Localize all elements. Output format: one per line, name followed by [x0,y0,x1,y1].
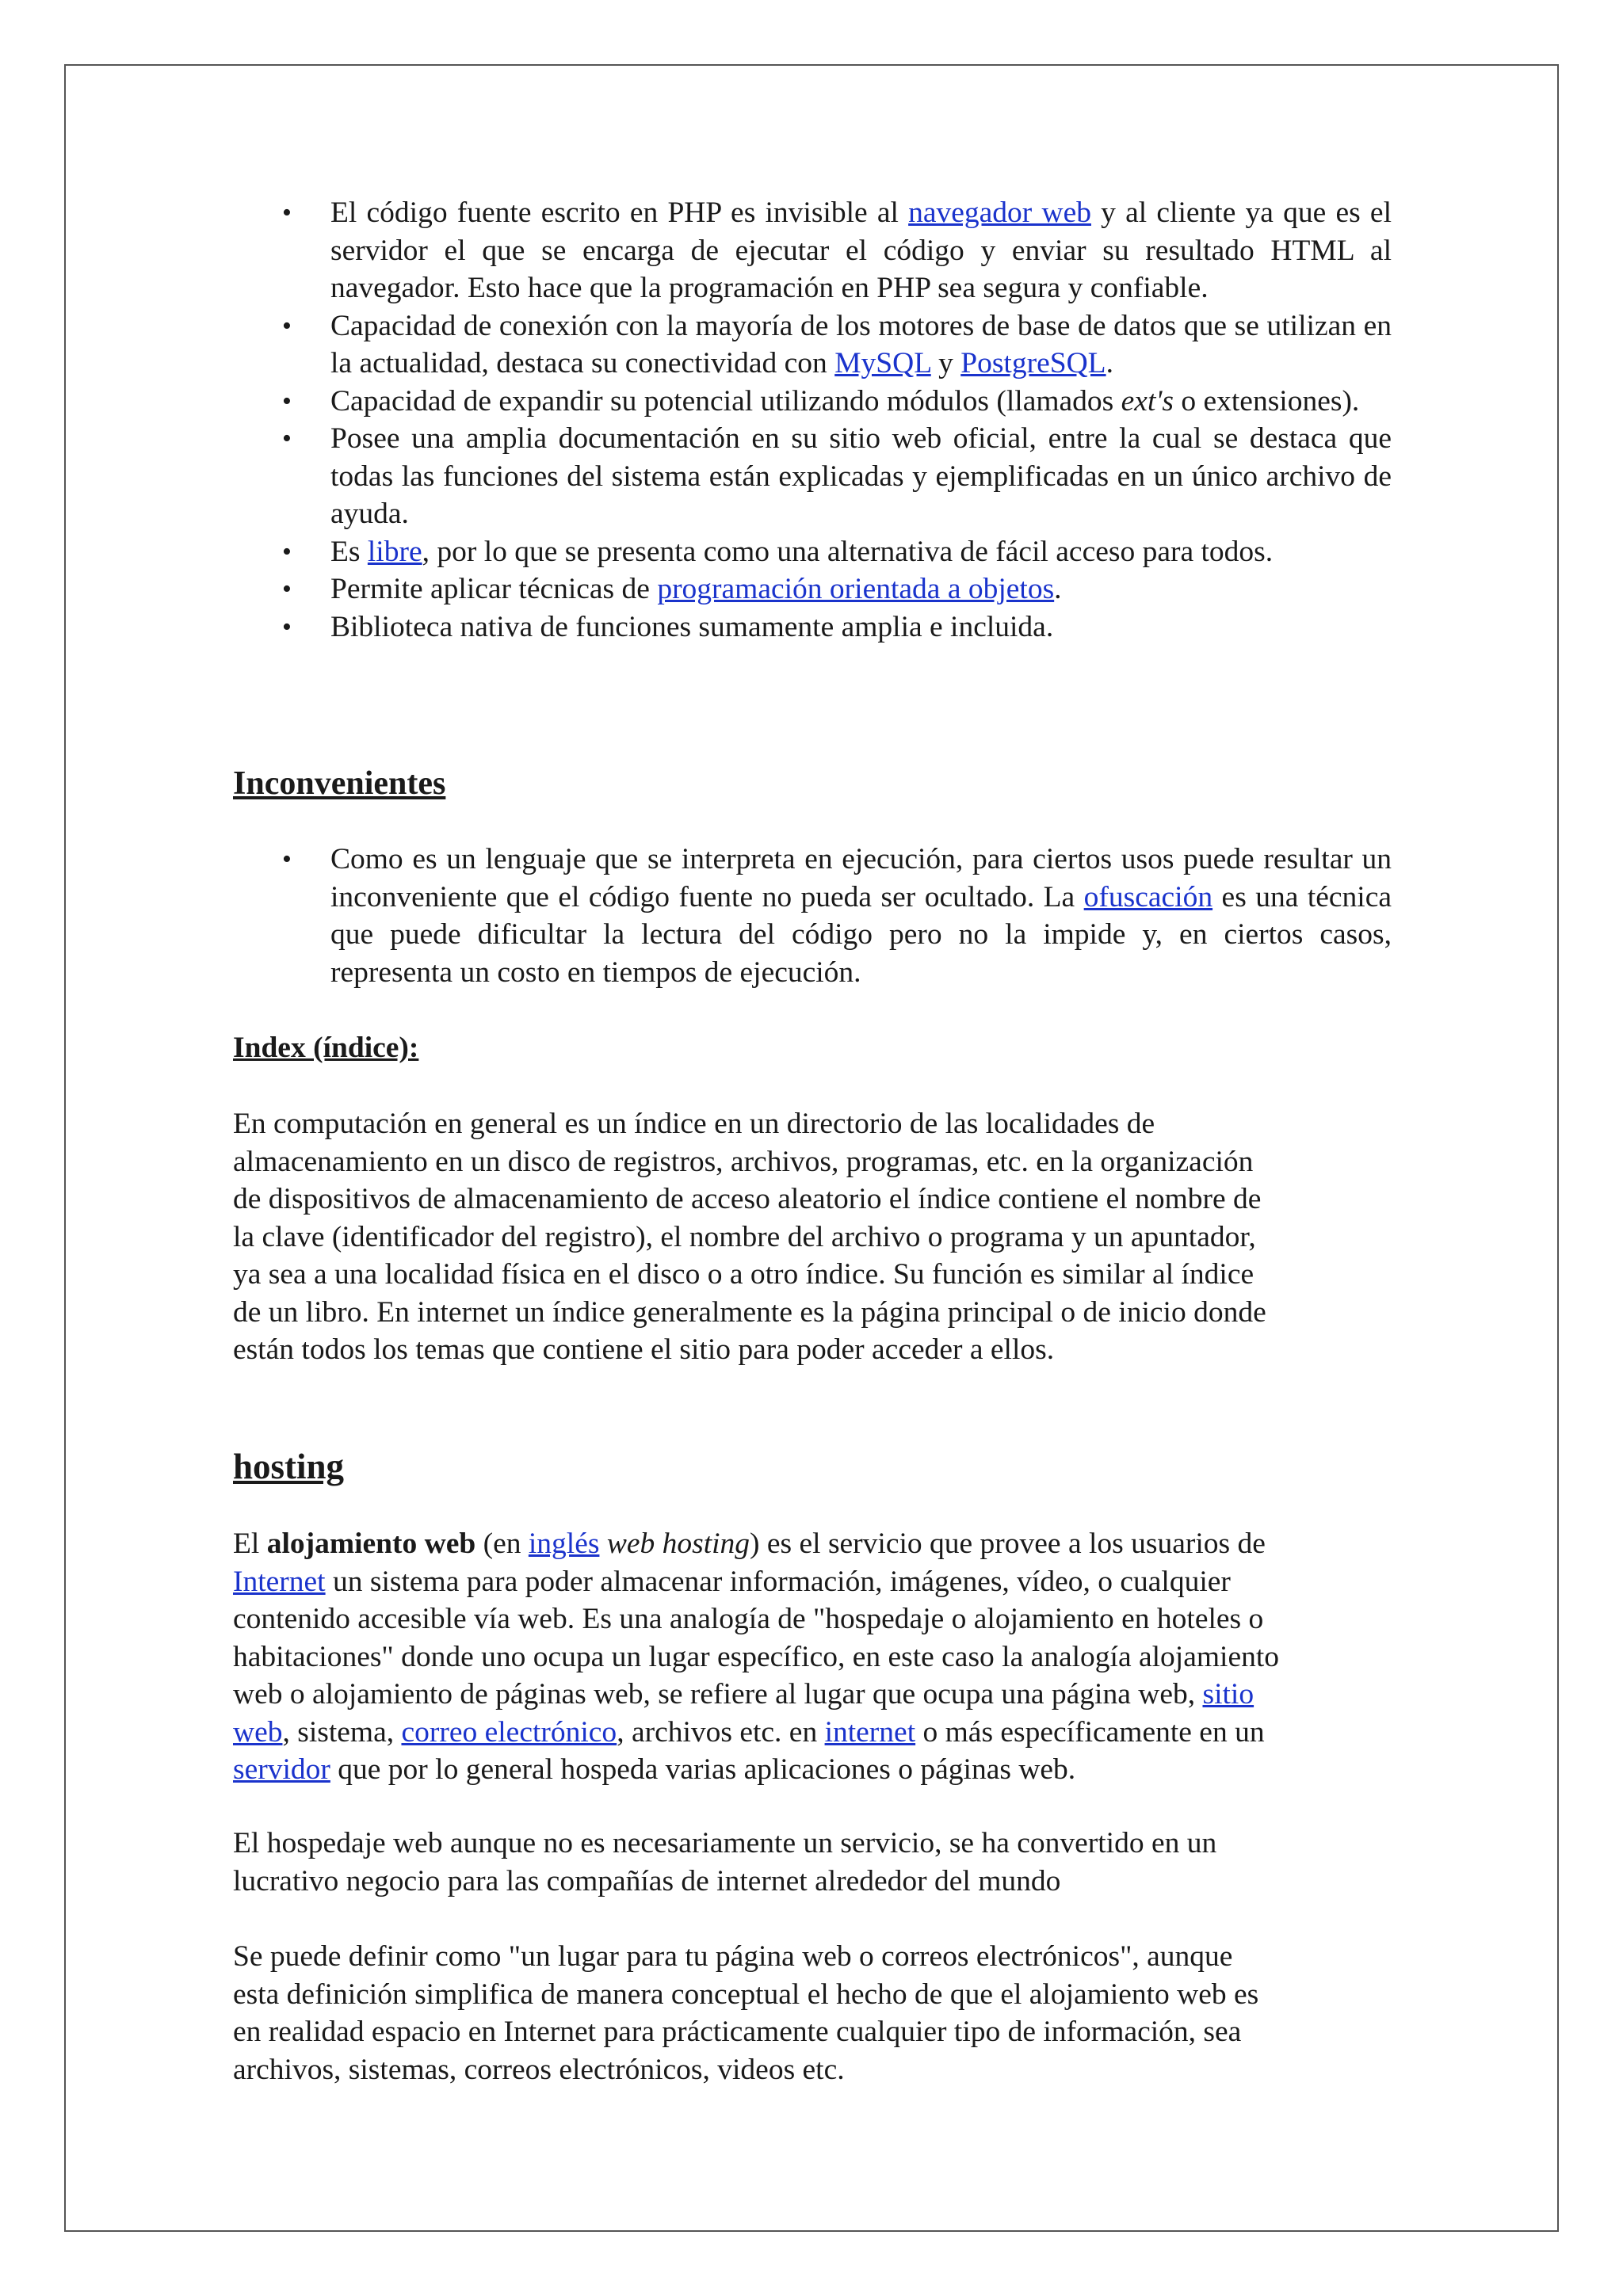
list-item [233,307,1392,383]
text-line [233,1527,1266,1560]
text-line: archivos, sistemas, correos electrónicos, videos etc. [233,2053,845,2086]
text-run: , archivos etc. en [617,1715,825,1749]
text-run: o extensiones). [1173,384,1360,418]
hosting-paragraph-3 [233,1938,1392,2088]
inline-link[interactable]: libre [367,535,422,568]
text-run: web o alojamiento de páginas web, se refiere al lugar que ocupa una página web, [233,1678,1203,1711]
text-run: Capacidad de expandir su potencial utilizando módulos (llamados [330,384,1121,418]
text-run: es una técnica que puede dificultar la lectura del código pero no la impide y, en ciertos casos, representa un costo en tiempos de ejecución. [330,880,1392,989]
features-list [233,194,1392,646]
text-line: El hospedaje web aunque no es necesariamente un servicio, se ha convertido en un [233,1827,1217,1859]
text-line: ya sea a una localidad física en el disco o a otro índice. Su función es similar al índice [233,1258,1254,1291]
hosting-body-2 [233,1825,1392,1900]
bullet-icon: • [282,574,292,604]
index-heading: Index (índice): [233,1032,419,1064]
inconvenientes-list [233,841,1392,991]
text-line: están todos los temas que contiene el sitio para poder acceder a ellos. [233,1333,1055,1366]
inline-link[interactable]: internet [824,1715,916,1749]
inline-link[interactable]: Internet [233,1565,326,1598]
text-line [233,1678,1254,1711]
bullet-icon: • [282,198,292,227]
hosting-body [233,1525,1392,1789]
list-item [233,841,1392,991]
text-line: Se puede definir como "un lugar para tu página web o correos electrónicos", aunque [233,1940,1233,1973]
inline-link[interactable]: sitio [1202,1678,1254,1711]
text-run [599,1527,606,1560]
list-item [233,533,1392,571]
text-run: Permite aplicar técnicas de [330,573,658,605]
inline-link[interactable]: web [233,1715,283,1749]
hosting-heading: hosting [233,1447,345,1486]
text-line [233,1603,1263,1635]
index-section [233,1029,1392,1067]
inline-link[interactable]: servidor [233,1753,330,1786]
inline-link[interactable]: ofuscación [1083,880,1213,913]
list-item [233,570,1392,608]
text-line [233,1716,1265,1749]
hosting-paragraph-1 [233,1525,1392,1789]
index-body [233,1105,1392,1369]
text-run: un sistema para poder almacenar información, imágenes, vídeo, o cualquier [325,1565,1231,1598]
inline-link[interactable]: PostgreSQL [960,347,1106,379]
text-run: y [930,347,961,379]
hosting-section [233,1446,1392,1487]
text-line: de un libro. En internet un índice generalmente es la página principal o de inicio donde [233,1295,1266,1329]
text-run: habitaciones" donde uno ocupa un lugar específico, en este caso la analogía alojamiento [233,1640,1280,1673]
text-run: que por lo general hospeda varias aplicaciones o páginas web. [330,1753,1076,1786]
bullet-icon: • [282,845,292,874]
text-run: ) es el servicio que provee a los usuarios de [750,1527,1266,1560]
text-run: contenido accesible vía web. Es una analogía de "hospedaje o alojamiento en hoteles o [233,1603,1264,1635]
text-run: Posee una amplia documentación en su sitio web oficial, entre la cual se destaca que todas las funciones del sistema están explicadas y ejemplificadas en un único archivo de ayuda. [330,422,1392,530]
hosting-paragraph-2 [233,1825,1392,1900]
text-line [233,1641,1279,1673]
text-run: Biblioteca nativa de funciones sumamente amplia e incluida. [330,610,1054,643]
text-run: (en [475,1527,529,1560]
bullet-icon: • [282,386,292,416]
inline-link[interactable]: inglés [528,1527,600,1560]
bold-text: alojamiento web [266,1527,476,1560]
inline-link[interactable]: programación orientada a objetos [657,573,1055,605]
text-line: En computación en general es un índice en un directorio de las localidades de [233,1108,1155,1140]
bullet-icon: • [282,536,292,566]
inconvenientes-list-wrap [233,841,1392,991]
hosting-body-3 [233,1938,1392,2088]
inline-link[interactable]: MySQL [834,347,931,379]
text-line: en realidad espacio en Internet para prácticamente cualquier tipo de información, sea [233,2016,1242,2048]
inline-link[interactable]: navegador web [908,196,1091,229]
text-line: almacenamiento en un disco de registros, archivos, programas, etc. en la organización [233,1145,1254,1178]
text-run: o más específicamente en un [915,1715,1265,1749]
text-run: Capacidad de conexión con la mayoría de los motores de base de datos que se utilizan en la actualidad, destaca su conectividad con [330,309,1392,379]
index-paragraph [233,1105,1392,1369]
text-run: Como es un lenguaje que se interpreta en ejecución, para ciertos usos puede resultar un inconveniente que el código fuente no pueda ser ocultado. La [330,843,1392,913]
features-section [233,194,1392,646]
text-run: . [1054,573,1062,605]
italic-text: ext's [1121,384,1174,418]
text-run: El [233,1527,267,1560]
bullet-icon: • [282,424,292,453]
list-item [233,420,1392,533]
italic-text: web hosting [606,1527,750,1560]
text-line: esta definición simplifica de manera conceptual el hecho de que el alojamiento web es [233,1978,1259,2011]
text-line: la clave (identificador del registro), el nombre del archivo o programa y un apuntador, [233,1220,1256,1253]
inconvenientes-section [233,763,1392,804]
text-run: , sistema, [282,1715,402,1749]
text-run: El código fuente escrito en PHP es invisible al [330,196,909,229]
list-item [233,194,1392,307]
inline-link[interactable]: correo electrónico [401,1715,617,1749]
text-run: , por lo que se presenta como una alternativa de fácil acceso para todos. [422,535,1274,568]
list-item [233,383,1392,421]
text-line [233,1753,1075,1786]
bullet-icon: • [282,612,292,642]
text-line: lucrativo negocio para las compañías de internet alrededor del mundo [233,1864,1061,1897]
inconvenientes-heading: Inconvenientes [233,765,446,802]
text-line: de dispositivos de almacenamiento de acceso aleatorio el índice contiene el nombre de [233,1183,1262,1215]
bullet-icon: • [282,311,292,341]
list-item [233,608,1392,646]
text-run: . [1106,347,1113,379]
text-run: Es [330,535,368,568]
text-run: y al cliente ya que es el servidor el que se encarga de ejecutar el código y enviar su resultado HTML al navegador. Esto hace que la programación en PHP sea segura y confiable. [330,196,1392,304]
text-line [233,1566,1231,1598]
